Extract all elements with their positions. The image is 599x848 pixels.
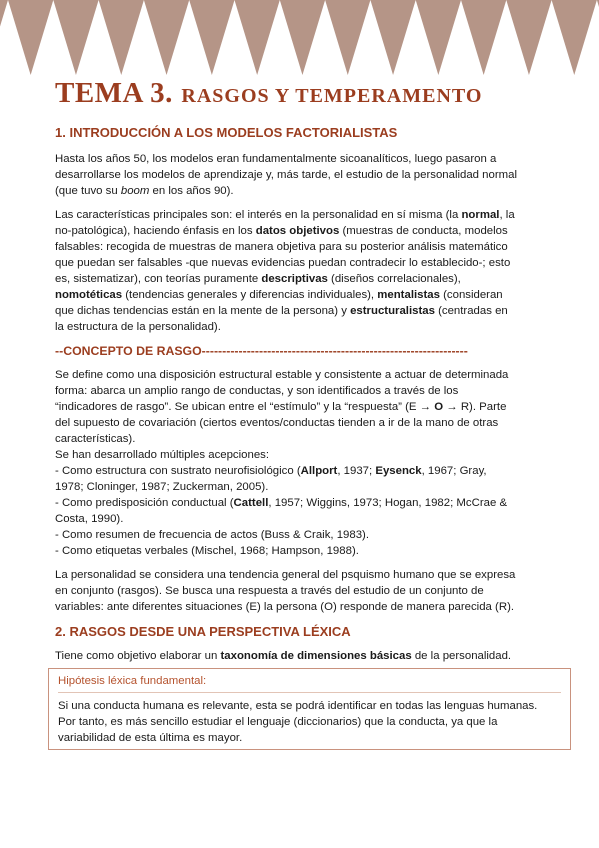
text-line: [55, 527, 545, 543]
text-segment: Hasta los años 50, los modelos eran fundamentalmente sicoanalíticos, luego pasaron a: [55, 153, 497, 165]
text-line: [55, 431, 545, 447]
text-segment: falsables: recogida de muestras de manera objetiva para su posterior análisis matemático: [55, 241, 508, 253]
text-segment: , 1957; Wiggins, 1973; Hogan, 1982; McCrae &: [268, 497, 508, 509]
banner-triangle: [461, 0, 506, 75]
text-segment: Tiene como objetivo elaborar un: [55, 650, 221, 662]
text-line: [55, 303, 545, 319]
banner-triangle: [280, 0, 325, 75]
concepto-paragraph-2: [55, 567, 545, 615]
decorative-triangle-banner: [0, 0, 599, 75]
hipotesis-line-1: Si una conducta humana es relevante, esta se podrá identificar en todas las lenguas humanas.: [58, 700, 538, 712]
document-page: [55, 74, 545, 664]
hipotesis-box: [48, 668, 571, 750]
text-line: [55, 511, 545, 527]
text-line: [55, 287, 545, 303]
text-segment: (tendencias generales y diferencias individuales),: [122, 289, 378, 301]
text-line: [55, 255, 545, 271]
hipotesis-title: Hipótesis léxica fundamental:: [58, 675, 207, 687]
text-line: [55, 167, 545, 183]
banner-triangle: [8, 0, 53, 75]
text-segment: del supuesto de covariación (ciertos eventos/conductas tienden a ir de la mano de otras: [55, 417, 499, 429]
bold-term: descriptivas: [261, 273, 328, 285]
text-segment: - Como predisposición conductual (: [55, 497, 234, 509]
text-segment: no-patológica), haciendo énfasis en los: [55, 225, 256, 237]
bold-term: taxonomía de dimensiones básicas: [220, 650, 412, 662]
concepto-paragraph-1: [55, 367, 545, 559]
text-segment: en conjunto (rasgos). Se busca una respuesta a través del estudio de un conjunto de: [55, 585, 484, 597]
bold-term: mentalistas: [377, 289, 440, 301]
text-line: [55, 207, 545, 223]
bold-term: estructuralistas: [350, 305, 435, 317]
text-segment: variables: ante diferentes situaciones (E) la persona (O) responde de manera parecida (R).: [55, 601, 515, 613]
text-line: [55, 239, 545, 255]
page-title: [55, 74, 545, 113]
text-segment: - Como estructura con sustrato neurofisiológico (: [55, 465, 301, 477]
banner-triangle: [416, 0, 461, 75]
text-segment: Costa, 1990).: [55, 513, 124, 525]
text-segment: Las características principales son: el interés en la personalidad en sí misma (la: [55, 209, 462, 221]
italic-term: boom: [120, 185, 150, 197]
text-line: [55, 151, 545, 167]
text-segment: la estructura de la personalidad).: [55, 321, 221, 333]
bold-term: Cattell: [233, 497, 269, 509]
intro-paragraph-1: [55, 151, 545, 199]
text-line: [55, 223, 545, 239]
box-divider: [58, 692, 561, 693]
text-line: [55, 383, 545, 399]
banner-triangle: [325, 0, 370, 75]
text-segment: que dichas tendencias están en la mente de la persona) y: [55, 305, 351, 317]
section-heading-introduccion: 1. INTRODUCCIÓN A LOS MODELOS FACTORIALISTAS: [55, 125, 398, 140]
text-line: [55, 543, 545, 559]
text-line: [55, 495, 545, 511]
intro-paragraph-2: [55, 207, 545, 335]
text-segment: forma: abarca un amplio rango de conductas, y son identificados a través de los: [55, 385, 459, 397]
text-line: [55, 183, 545, 199]
banner-triangle: [370, 0, 415, 75]
text-segment: es, sistematizar), con teorías puramente: [55, 273, 262, 285]
text-line: [55, 319, 545, 335]
bold-term: Eysenck: [375, 465, 422, 477]
text-segment: de la personalidad.: [411, 650, 512, 662]
text-line: [55, 479, 545, 495]
bold-term: Allport: [300, 465, 338, 477]
text-segment: Se define como una disposición estructural estable y consistente a actuar de determinada: [55, 369, 509, 381]
text-segment: en los años 90).: [149, 185, 234, 197]
text-line: [55, 567, 545, 583]
hipotesis-line-3: variabilidad de esta última es mayor.: [58, 732, 243, 744]
text-segment: , 1937;: [337, 465, 376, 477]
text-segment: (centradas en: [434, 305, 508, 317]
bold-term: nomotéticas: [55, 289, 123, 301]
text-segment: desarrollarse los modelos de aprendizaje y, más tarde, el estudio de la personalidad normal: [55, 169, 517, 181]
text-segment: (consideran: [439, 289, 503, 301]
banner-triangle: [506, 0, 551, 75]
text-line: [55, 447, 545, 463]
section-heading-rasgos-lexica: 2. RASGOS DESDE UNA PERSPECTIVA LÉXICA: [55, 624, 351, 639]
bold-term: normal: [461, 209, 500, 221]
text-segment: (que tuvo su: [55, 185, 121, 197]
text-segment: → R). Parte: [443, 401, 507, 413]
text-line: [55, 367, 545, 383]
text-segment: - Como resumen de frecuencia de actos (Buss & Craik, 1983).: [55, 529, 370, 541]
banner-triangle: [552, 0, 597, 75]
text-segment: Se han desarrollado múltiples acepciones:: [55, 449, 270, 461]
text-line: [55, 271, 545, 287]
text-line: [55, 583, 545, 599]
text-segment: (muestras de conducta, modelos: [339, 225, 508, 237]
text-line: [55, 399, 545, 415]
text-segment: que puedan ser falsables -que nuevas evidencias puedan contradecir lo establecido-; esto: [55, 257, 511, 269]
text-segment: , 1967; Gray,: [421, 465, 487, 477]
text-segment: , la: [499, 209, 515, 221]
bold-term: O: [434, 401, 444, 413]
banner-triangle: [99, 0, 144, 75]
text-line: [55, 648, 545, 664]
text-line: [55, 415, 545, 431]
text-segment: (diseños correlacionales),: [327, 273, 461, 285]
lexica-paragraph-1: [55, 648, 545, 664]
banner-triangle: [235, 0, 280, 75]
banner-triangle: [53, 0, 98, 75]
text-segment: 1978; Cloninger, 1987; Zuckerman, 2005).: [55, 481, 269, 493]
banner-triangle: [189, 0, 234, 75]
banner-pattern: [0, 0, 599, 75]
text-segment: “indicadores de rasgo”. Se ubican entre el “estímulo” y la “respuesta” (E →: [55, 401, 435, 413]
bold-term: datos objetivos: [255, 225, 340, 237]
banner-triangle: [144, 0, 189, 75]
text-segment: La personalidad se considera una tendencia general del psquismo humano que se expresa: [55, 569, 516, 581]
text-line: [55, 599, 545, 615]
text-segment: - Como etiquetas verbales (Mischel, 1968; Hampson, 1988).: [55, 545, 359, 557]
title-number: TEMA 3.: [55, 77, 173, 109]
text-segment: características).: [55, 433, 136, 445]
banner-triangle: [0, 0, 8, 75]
text-line: [55, 463, 545, 479]
concepto-de-rasgo-heading: --CONCEPTO DE RASGO-----------------------------------------------------------------: [55, 344, 468, 358]
title-text: RASGOS Y TEMPERAMENTO: [181, 85, 483, 107]
hipotesis-line-2: Por tanto, es más sencillo estudiar el lenguaje (diccionarios) que la conducta, ya que la: [58, 716, 498, 728]
